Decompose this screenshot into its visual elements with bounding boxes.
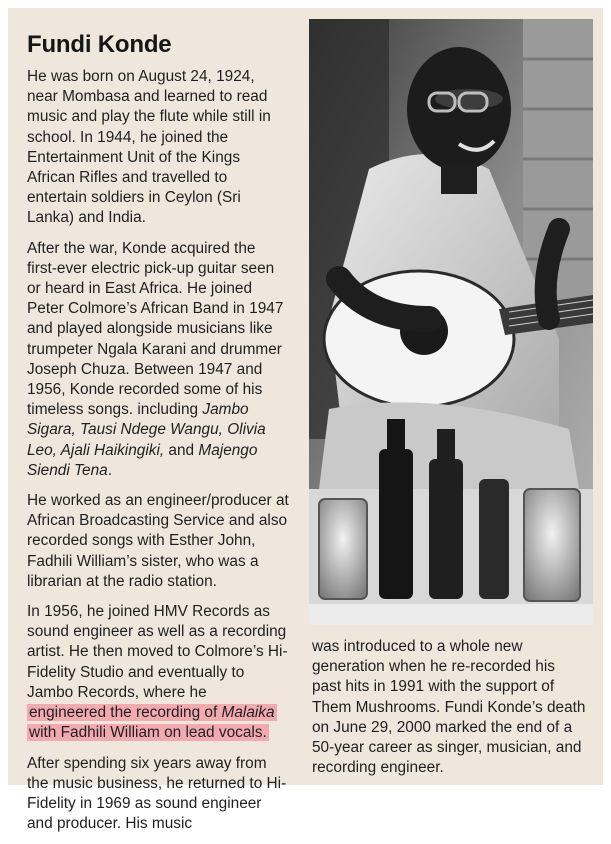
left-column [27,30,289,844]
song-list: Jambo Sigara, Tausi Ndege Wangu, Olivia Leo, Ajali Haikingiki, [27,401,266,459]
highlighted-text [27,704,277,741]
highlight-part-b: with Fadhili William on lead vocals. [29,724,267,742]
song-list-and: and [164,441,199,459]
paragraph-early-life: He was born on August 24, 1924, near Mombasa and learned to read music and play the flute while still in school. In 1944, he joined the Entertainment Unit of the Kings African Rifles and travelled to entertain soldiers in Ceylon (Sri Lanka) and India. [27,68,271,227]
after-war-end: . [107,461,113,479]
paragraph-hmv [27,602,289,743]
paragraph-later-career: After spending six years away from the music business, he returned to Hi-Fidelity in 1969 as sound engineer and producer. His music [27,754,287,833]
article-title: Fundi Konde [27,31,172,58]
right-column [312,637,587,788]
hmv-text: In 1956, he joined HMV Records as sound engineer as well as a recording artist. He then moved to Colmore’s Hi-Fidelity Studio and eventually to Jambo Records, where he [27,603,288,701]
highlight-part-a: engineered the recording of [29,704,222,722]
paragraph-later-career-continued: was introduced to a whole new generation when he re-recorded his past hits in 1991 with the support of Them Mushrooms. Fundi Konde’s death on June 29, 2000 marked the end of a 50-year career as singer, musician, and recording engineer. [312,638,586,777]
guitarist-photo [309,19,593,625]
paragraph-after-war [27,239,289,481]
after-war-text: After the war, Konde acquired the first-ever electric pick-up guitar seen or heard in East Africa. He joined Peter Colmore’s African Band in 1947 and played alongside musicians like trumpeter Ngala Karani and drummer Joseph Chuza. Between 1947 and 1956, Konde recorded some of his timeless songs. including [27,239,284,419]
song-majengo: Majengo Siendi Tena [27,441,258,479]
song-malaika: Malaika [221,704,275,722]
paragraph-broadcasting: He worked as an engineer/producer at African Broadcasting Service and also recorded songs with Esther John, Fadhili William’s sister, who was a librarian at the radio station. [27,492,289,590]
